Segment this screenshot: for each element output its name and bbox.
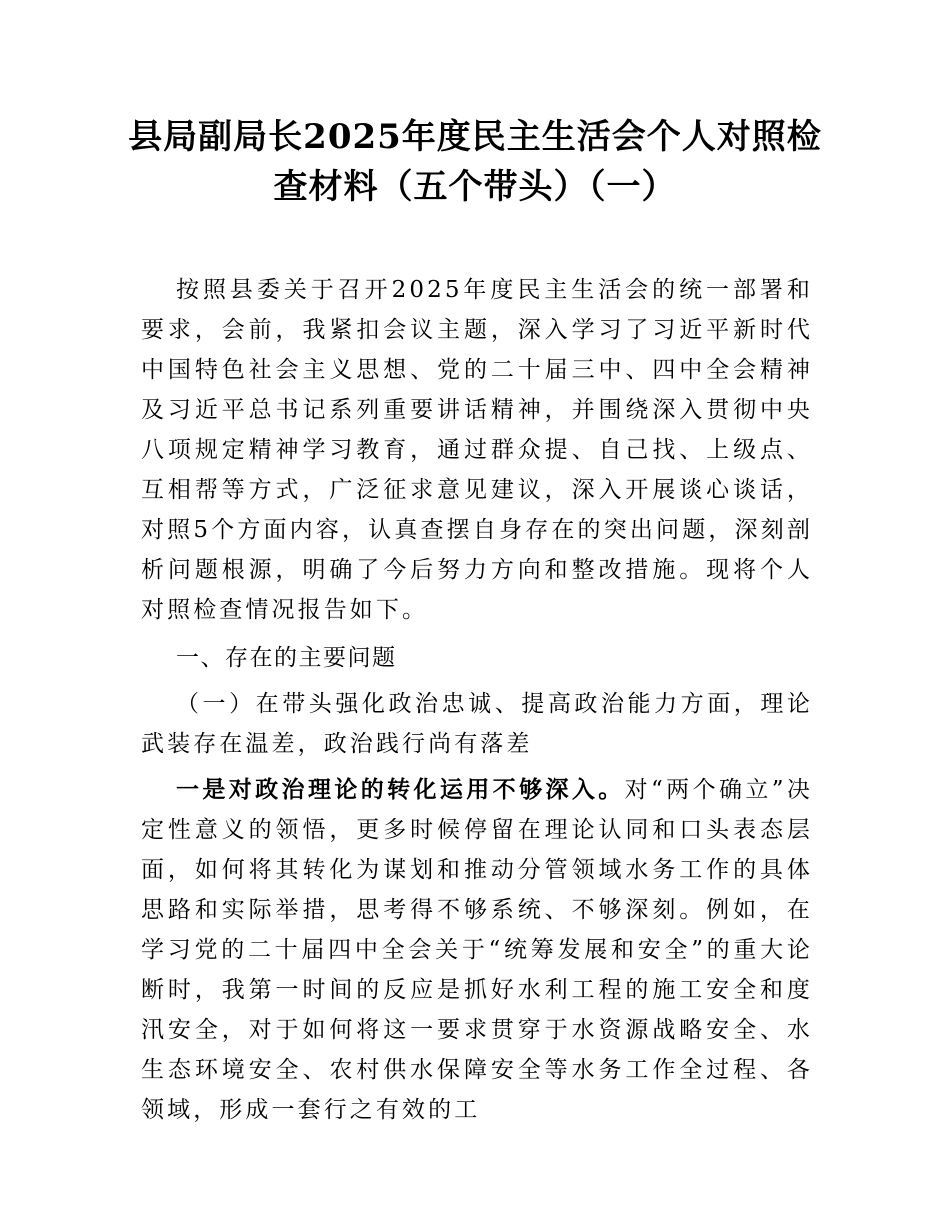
- point-lead: 一是对政治理论的转化运用不够深入。: [176, 776, 625, 803]
- section-heading: 一、存在的主要问题: [176, 645, 397, 671]
- title-line-2: 查材料（五个带头）（一）: [273, 167, 677, 207]
- point-text: 对“两个确立”决定性意义的领悟，更多时候停留在理论认同和口头表态层面，如何将其转化为谋划和推动分管领域水务工作的具体思路和实际举措，思考得不够系统、不够深刻。例如，在学习党的二十届四中全会关于“统筹发展和安全”的重大论断时，我第一时间的反应是抓好水利工程的施工安全和度汛安全，对于如何将这一要求贯穿于水资源战略安全、水生态环境安全、农村供水保障安全等水务工作全过程、各领域，形成一套行之有效的工: [141, 777, 813, 1123]
- document-body: [141, 270, 813, 1130]
- title-line-1: 县局副局长2025年度民主生活会个人对照检: [128, 117, 822, 157]
- intro-paragraph: 按照县委关于召开2025年度民主生活会的统一部署和要求，会前，我紧扣会议主题，深入学习了习近平新时代中国特色社会主义思想、党的二十届三中、四中全会精神及习近平总书记系列重要讲话精神，并围绕深入贯彻中央八项规定精神学习教育，通过群众提、自己找、上级点、互相帮等方式，广泛征求意见建议，深入开展谈心谈话，对照5个方面内容，认真查摆自身存在的突出问题，深刻剖析问题根源，明确了今后努力方向和整改措施。现将个人对照检查情况报告如下。: [141, 277, 813, 623]
- document-title: [120, 112, 830, 212]
- point-paragraph: [141, 770, 813, 1130]
- subsection-heading: （一）在带头强化政治忠诚、提高政治能力方面，理论武装存在温差，政治践行尚有落差: [141, 691, 813, 757]
